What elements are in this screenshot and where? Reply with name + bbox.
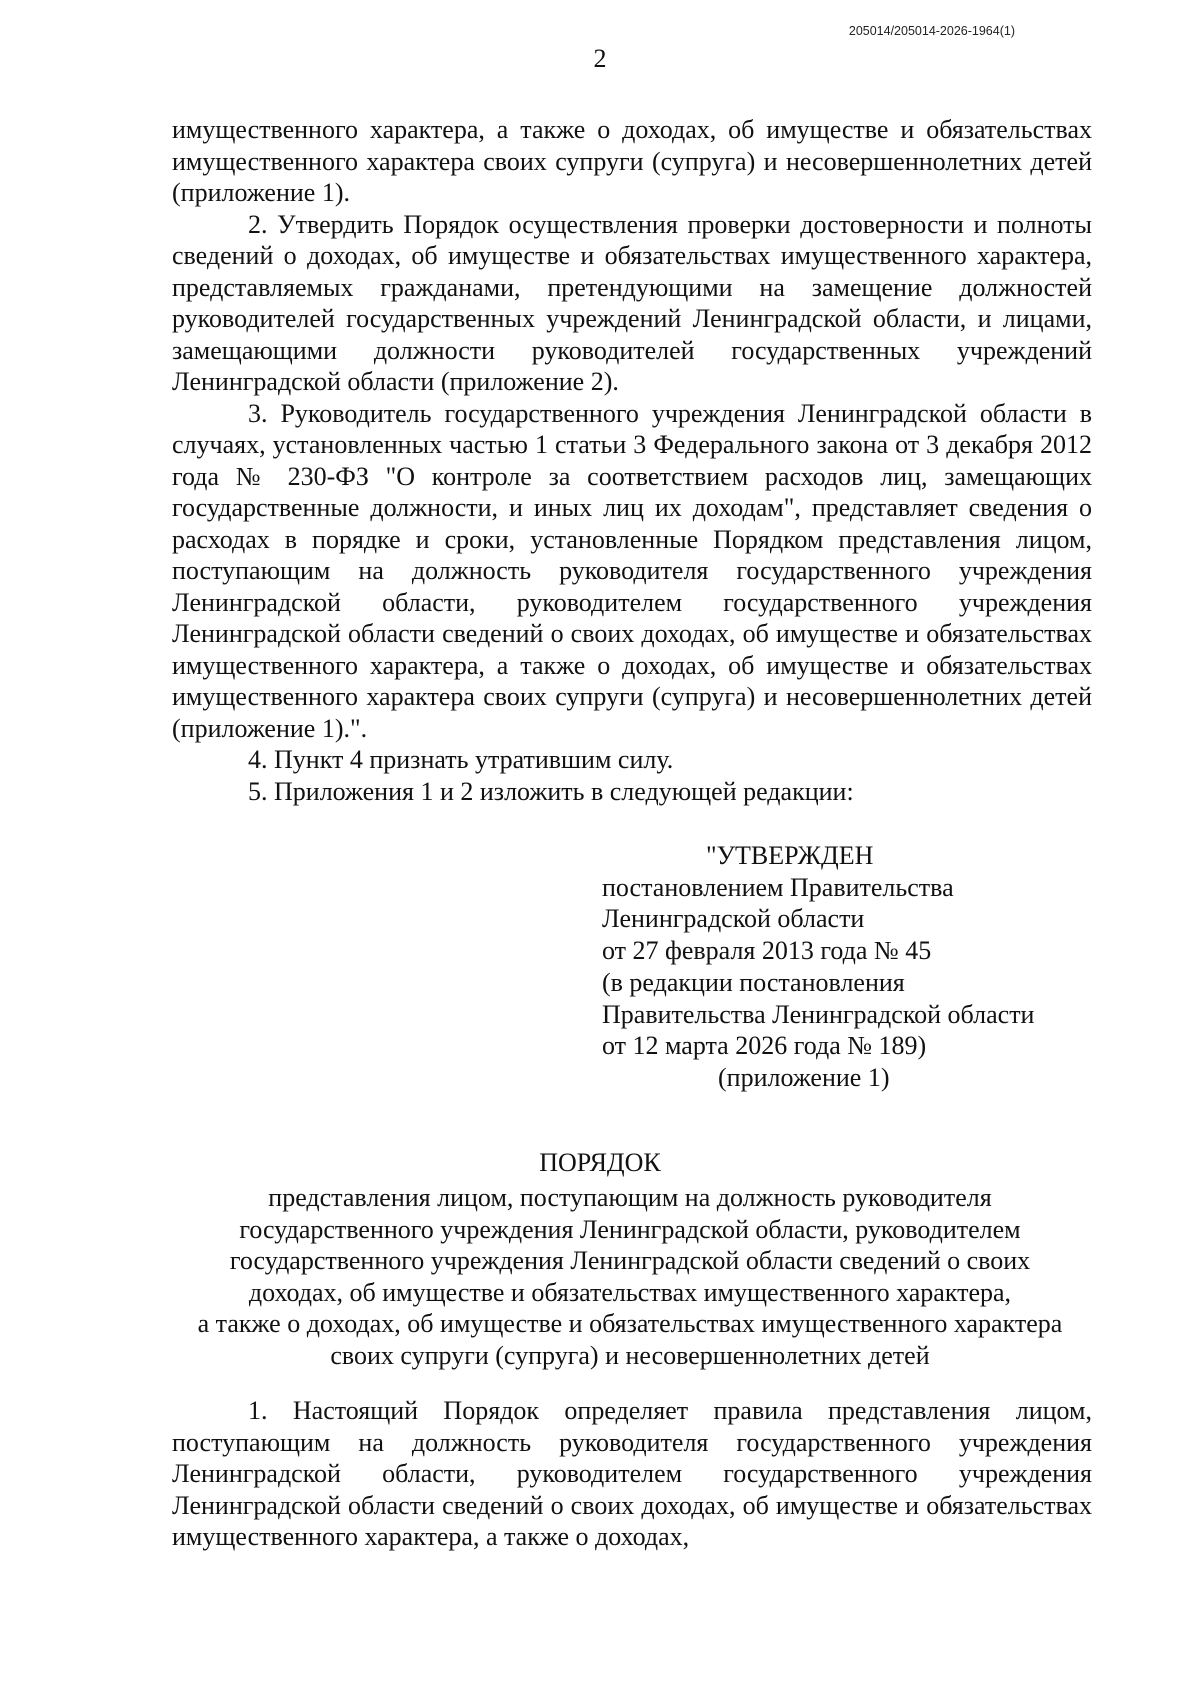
order-subtitle-line: государственного учреждения Ленинградской области, руководителем xyxy=(239,1214,1021,1244)
paragraph-5: 5. Приложения 1 и 2 изложить в следующей редакции: xyxy=(248,776,854,806)
document-id: 205014/205014-2026-1964(1) xyxy=(848,24,1015,38)
page-number: 2 xyxy=(593,44,607,73)
approval-line: постановлением Правительства xyxy=(602,872,954,902)
approval-line: Правительства Ленинградской области xyxy=(602,999,1035,1029)
order-subtitle-line: а также о доходах, об имуществе и обязательствах имущественного характера xyxy=(197,1309,1063,1338)
approval-line: от 12 марта 2026 года № 189) xyxy=(602,1031,927,1061)
order-subtitle-line: представления лицом, поступающим на должность руководителя xyxy=(268,1183,992,1212)
paragraph-2: 2. Утвердить Порядок осуществления проверки достоверности и полноты сведений о доходах, об имуществе и обязательствах имущественного характера, представляемых гражданами, претендующими на замещение должностей руководителей государственных учреждений Ленинградской области, и лицами, замещающими должности руководителей государственных учреждений Ленинградской области (приложение 2). xyxy=(172,209,1092,396)
approval-appendix: (приложение 1) xyxy=(718,1062,890,1092)
approval-line: (в редакции постановления xyxy=(602,967,905,997)
order-subtitle-line: государственного учреждения Ленинградской области сведений о своих xyxy=(229,1246,1031,1275)
paragraph-4: 4. Пункт 4 признать утратившим силу. xyxy=(248,745,674,774)
document-body xyxy=(172,114,1092,807)
order-title: ПОРЯДОК xyxy=(539,1148,661,1177)
paragraph-continuation: имущественного характера, а также о доходах, об имуществе и обязательствах имущественного характера своих супруги (супруга) и несовершеннолетних детей (приложение 1). xyxy=(172,115,1092,207)
order-paragraph-1: 1. Настоящий Порядок определяет правила представления лицом, поступающим на должность руководителя государственного учреждения Ленинградской области, руководителем государственного учреждения Ленинградской области сведений о своих доходах, об имуществе и обязательствах имущественного характера, а также о доходах, xyxy=(172,1396,1092,1551)
approval-stamp xyxy=(602,840,1082,1094)
order-subtitle xyxy=(160,1182,1100,1371)
approval-title: "УТВЕРЖДЕН xyxy=(706,841,874,870)
approval-line: Ленинградской области xyxy=(602,904,865,934)
order-subtitle-line: своих супруги (супруга) и несовершеннолетних детей xyxy=(330,1340,930,1370)
order-body xyxy=(172,1395,1092,1553)
order-subtitle-line: доходах, об имуществе и обязательствах имущественного характера, xyxy=(248,1277,1012,1307)
approval-line: от 27 февраля 2013 года № 45 xyxy=(602,936,932,966)
paragraph-3: 3. Руководитель государственного учреждения Ленинградской области в случаях, установленных частью 1 статьи 3 Федерального закона от 3 декабря 2012 года № 230-ФЗ "О контроле за соответствием расходов лиц, замещающих государственные должности, и иных лиц их доходам", представляет сведения о расходах в порядке и сроки, установленные Порядком представления лицом, поступающим на должность руководителя государственного учреждения Ленинградской области, руководителем государственного учреждения Ленинградской области сведений о своих доходах, об имуществе и обязательствах имущественного характера, а также о доходах, об имуществе и обязательствах имущественного характера своих супруги (супруга) и несовершеннолетних детей (приложение 1).". xyxy=(172,398,1092,743)
